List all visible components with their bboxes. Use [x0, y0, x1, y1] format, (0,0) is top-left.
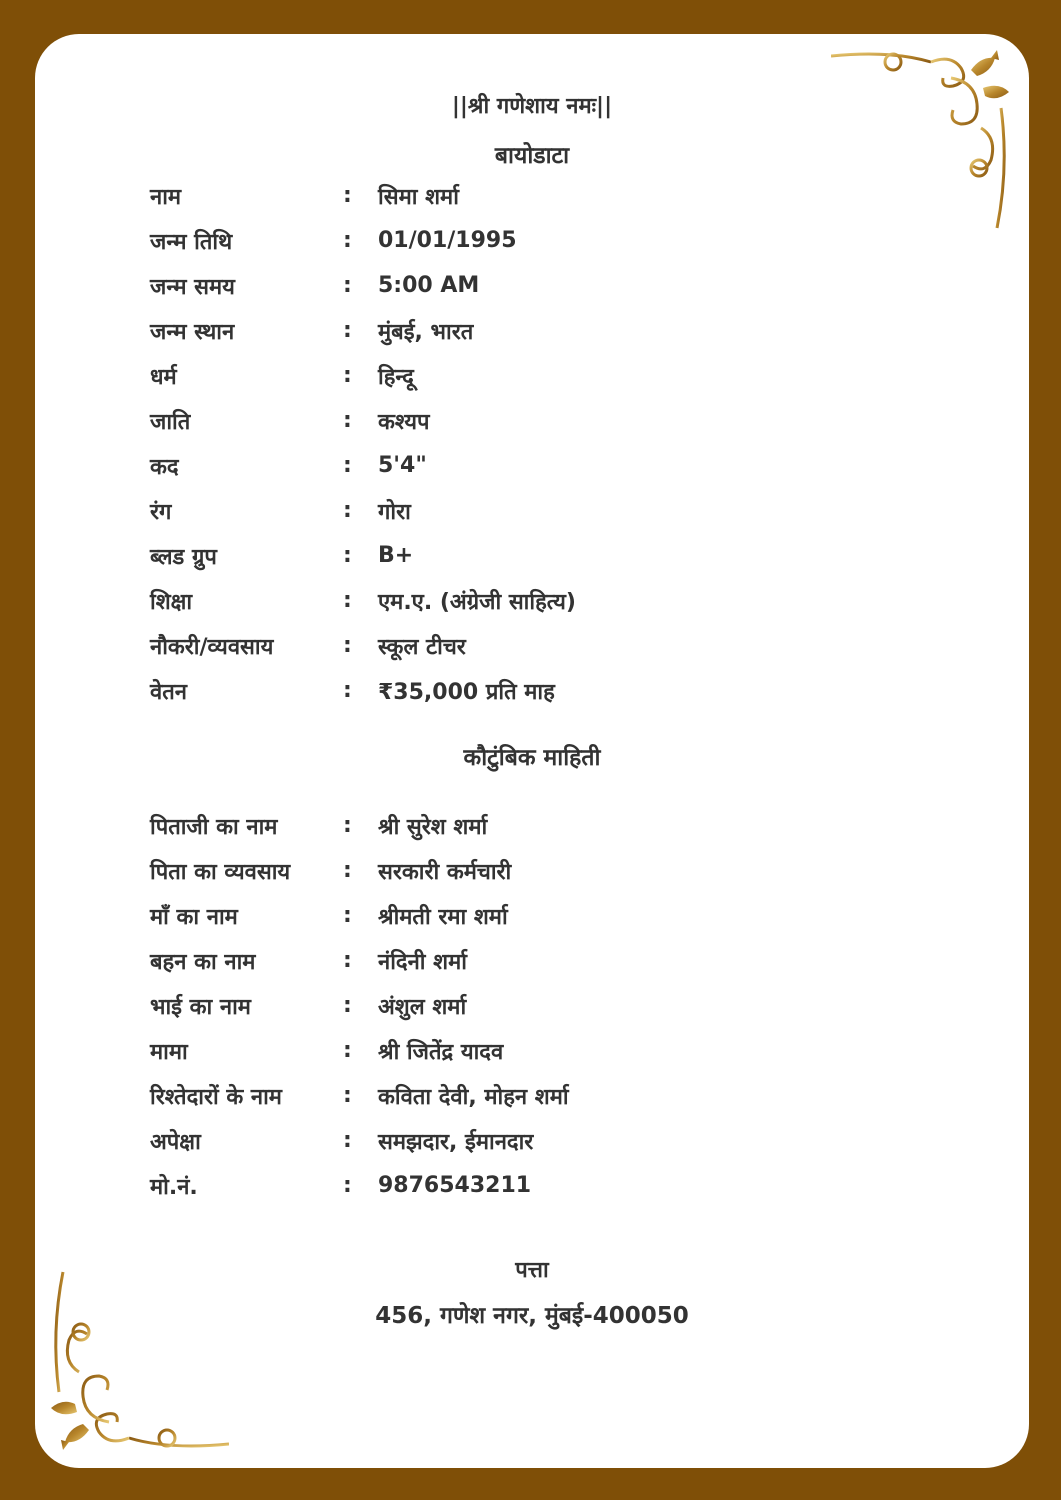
detail-value: श्री जितेंद्र यादव — [378, 1039, 504, 1065]
detail-label: जन्म तिथि — [150, 229, 233, 255]
detail-row — [150, 398, 850, 443]
detail-value: अंशुल शर्मा — [378, 994, 467, 1020]
separator: : — [343, 993, 352, 1018]
detail-value: सरकारी कर्मचारी — [378, 859, 512, 885]
detail-row — [150, 218, 850, 263]
detail-label: ब्लड ग्रुप — [150, 544, 217, 570]
separator: : — [343, 948, 352, 973]
separator: : — [343, 453, 352, 478]
detail-row — [150, 578, 850, 623]
detail-row — [150, 353, 850, 398]
detail-value: मुंबई, भारत — [378, 319, 474, 345]
separator: : — [343, 588, 352, 613]
detail-value: गोरा — [378, 499, 411, 525]
detail-label: अपेक्षा — [150, 1129, 201, 1155]
address-title: पत्ता — [515, 1258, 549, 1283]
detail-value: नंदिनी शर्मा — [378, 949, 467, 975]
detail-label: कद — [150, 454, 179, 480]
detail-label: नौकरी/व्यवसाय — [150, 634, 274, 660]
detail-row — [150, 893, 850, 938]
separator: : — [343, 678, 352, 703]
detail-label: जन्म समय — [150, 274, 235, 300]
detail-value: श्रीमती रमा शर्मा — [378, 904, 508, 930]
detail-row — [150, 263, 850, 308]
separator: : — [343, 183, 352, 208]
detail-value: B+ — [378, 543, 414, 568]
detail-value: एम.ए. (अंग्रेजी साहित्य) — [378, 589, 576, 615]
detail-label: धर्म — [150, 364, 177, 390]
separator: : — [343, 1038, 352, 1063]
separator: : — [343, 1173, 352, 1198]
page-title: बायोडाटा — [494, 143, 570, 169]
detail-value: ₹35,000 प्रति माह — [378, 679, 555, 705]
detail-row — [150, 848, 850, 893]
detail-value: कविता देवी, मोहन शर्मा — [378, 1084, 569, 1110]
detail-row — [150, 173, 850, 218]
separator: : — [343, 1083, 352, 1108]
detail-value: 01/01/1995 — [378, 228, 517, 253]
detail-value: कश्यप — [378, 409, 430, 435]
separator: : — [343, 273, 352, 298]
detail-row — [150, 1073, 850, 1118]
detail-label: जाति — [150, 409, 191, 435]
detail-value: हिन्दू — [378, 364, 414, 390]
detail-row — [150, 803, 850, 848]
detail-value: स्कूल टीचर — [378, 634, 466, 660]
family-section-title: कौटुंबिक माहिती — [463, 745, 601, 771]
separator: : — [343, 1128, 352, 1153]
detail-row — [150, 1028, 850, 1073]
detail-label: जन्म स्थान — [150, 319, 235, 345]
detail-label: माँ का नाम — [150, 904, 238, 930]
separator: : — [343, 858, 352, 883]
detail-row — [150, 668, 850, 713]
floral-ornament-icon — [49, 1262, 229, 1452]
detail-label: मामा — [150, 1039, 188, 1065]
detail-row — [150, 938, 850, 983]
detail-label: रंग — [150, 499, 172, 525]
detail-value: 5:00 AM — [378, 273, 480, 298]
separator: : — [343, 813, 352, 838]
detail-row — [150, 533, 850, 578]
personal-details — [150, 173, 850, 713]
detail-label: नाम — [150, 184, 182, 210]
separator: : — [343, 318, 352, 343]
separator: : — [343, 228, 352, 253]
detail-value: समझदार, ईमानदार — [378, 1129, 534, 1155]
detail-label: भाई का नाम — [150, 994, 251, 1020]
detail-row — [150, 1118, 850, 1163]
family-details — [150, 803, 850, 1208]
separator: : — [343, 498, 352, 523]
detail-label: पिता का व्यवसाय — [150, 859, 291, 885]
detail-row — [150, 1163, 850, 1208]
detail-row — [150, 983, 850, 1028]
separator: : — [343, 408, 352, 433]
detail-label: वेतन — [150, 679, 187, 705]
biodata-card — [35, 34, 1029, 1468]
detail-label: रिश्तेदारों के नाम — [150, 1084, 282, 1110]
detail-label: मो.नं. — [150, 1174, 198, 1200]
address-value: 456, गणेश नगर, मुंबई-400050 — [375, 1303, 689, 1329]
detail-label: पिताजी का नाम — [150, 814, 278, 840]
detail-row — [150, 443, 850, 488]
detail-row — [150, 488, 850, 533]
detail-value: श्री सुरेश शर्मा — [378, 814, 488, 840]
separator: : — [343, 363, 352, 388]
separator: : — [343, 903, 352, 928]
detail-value: सिमा शर्मा — [378, 184, 459, 210]
detail-row — [150, 623, 850, 668]
detail-row — [150, 308, 850, 353]
detail-label: बहन का नाम — [150, 949, 256, 975]
separator: : — [343, 543, 352, 568]
detail-value: 9876543211 — [378, 1173, 532, 1198]
separator: : — [343, 633, 352, 658]
detail-value: 5'4" — [378, 453, 427, 478]
invocation-heading: ||श्री गणेशाय नमः|| — [451, 94, 613, 119]
detail-label: शिक्षा — [150, 589, 193, 615]
